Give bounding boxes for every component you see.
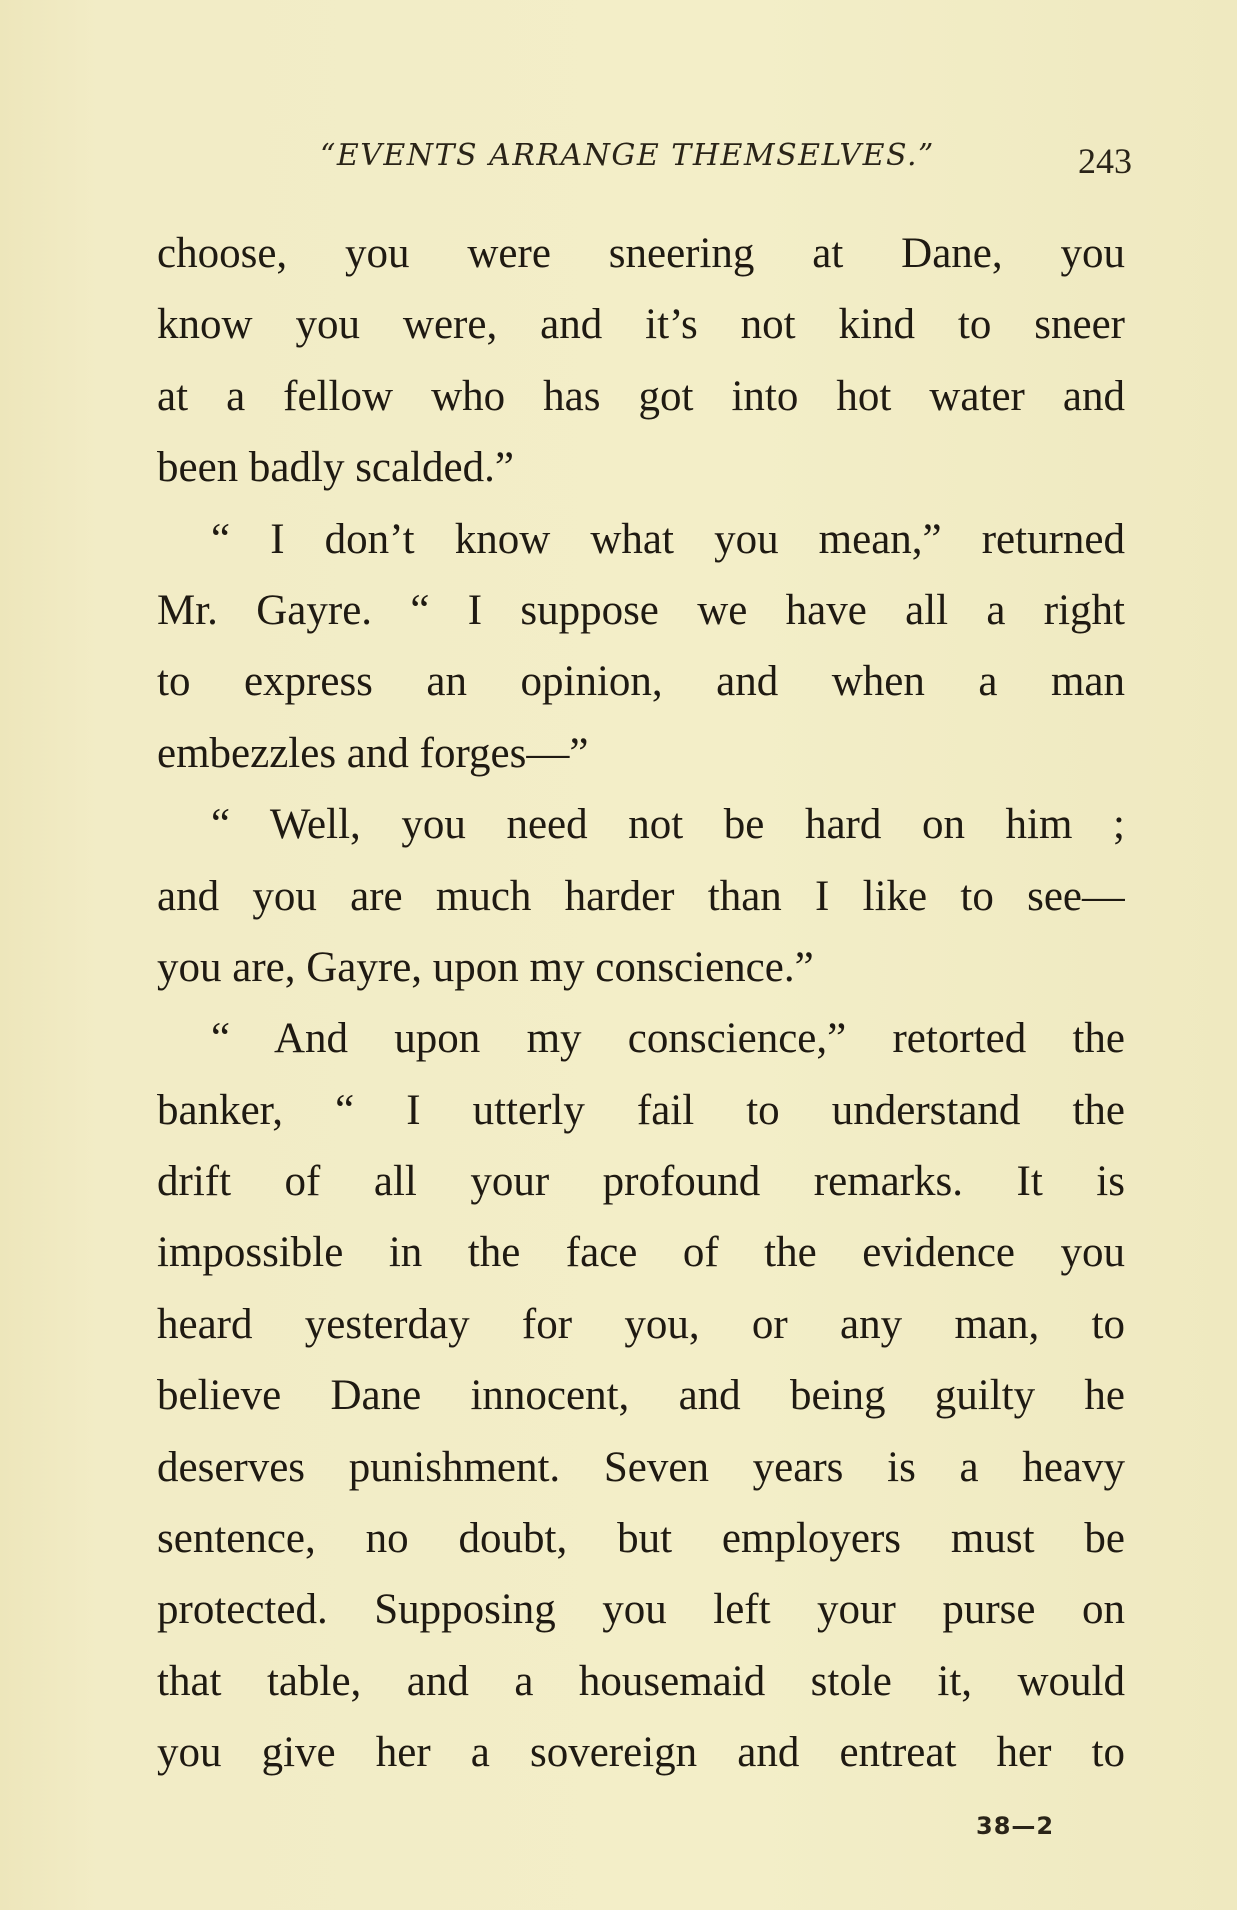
- text-line: drift of all your profound remarks. It is: [157, 1158, 1125, 1206]
- text-line: sentence, no doubt, but employers must be: [157, 1515, 1125, 1563]
- text-line: “ Well, you need not be hard on him ;: [211, 801, 1125, 849]
- text-line: deserves punishment. Seven years is a heavy: [157, 1443, 1125, 1491]
- body-text: [157, 218, 1125, 1789]
- text-line: believe Dane innocent, and being guilty he: [157, 1372, 1125, 1420]
- text-line: heard yesterday for you, or any man, to: [157, 1300, 1125, 1348]
- text-line: that table, and a housemaid stole it, would: [157, 1657, 1125, 1705]
- signature-mark: 38—2: [976, 1812, 1055, 1840]
- text-line: embezzles and forges—”: [157, 729, 589, 777]
- text-line: at a fellow who has got into hot water and: [157, 372, 1125, 420]
- running-title: “EVENTS ARRANGE THEMSELVES.”: [320, 138, 935, 173]
- text-line: you are, Gayre, upon my conscience.”: [157, 943, 814, 991]
- text-line: banker, “ I utterly fail to understand the: [157, 1086, 1125, 1134]
- text-line: protected. Supposing you left your purse on: [157, 1586, 1125, 1634]
- text-line: been badly scalded.”: [157, 444, 514, 492]
- text-line: know you were, and it’s not kind to sneer: [157, 301, 1125, 349]
- page-number: 243: [1078, 141, 1132, 181]
- text-line: “ And upon my conscience,” retorted the: [211, 1015, 1125, 1063]
- text-line: you give her a sovereign and entreat her to: [157, 1729, 1125, 1777]
- text-line: and you are much harder than I like to see—: [157, 872, 1125, 920]
- text-line: impossible in the face of the evidence you: [157, 1229, 1125, 1277]
- text-line: to express an opinion, and when a man: [157, 658, 1125, 706]
- text-line: choose, you were sneering at Dane, you: [157, 230, 1125, 277]
- text-line: Mr. Gayre. “ I suppose we have all a right: [157, 586, 1125, 634]
- text-line: “ I don’t know what you mean,” returned: [211, 515, 1125, 563]
